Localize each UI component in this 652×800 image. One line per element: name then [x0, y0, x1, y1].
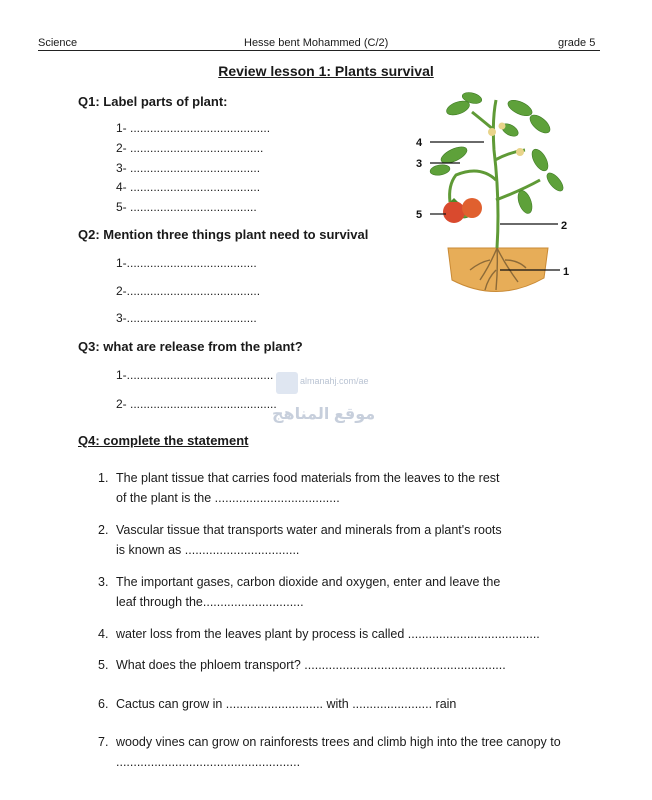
watermark-logo-icon [276, 372, 298, 394]
diagram-label-4: 4 [416, 137, 423, 149]
q4-heading: Q4: complete the statement [78, 433, 249, 448]
q4-num-5: 5. [98, 658, 109, 672]
q3-heading: Q3: what are release from the plant? [78, 339, 303, 354]
q1-item-2: 2- ........................................ [116, 141, 264, 155]
q1-item-3: 3- ....................................... [116, 161, 261, 175]
q4-statement-2-line2: is known as ................................. [116, 543, 300, 557]
watermark-arabic: موقع المناهج [272, 406, 376, 423]
q4-statement-7-line2: ..................................................... [116, 755, 301, 769]
q4-statement-4: water loss from the leaves plant by process is called ...................................... [116, 627, 540, 641]
q4-statement-3-line1: The important gases, carbon dioxide and oxygen, enter and leave the [116, 575, 501, 589]
diagram-label-2: 2 [561, 220, 568, 232]
diagram-label-5: 5 [416, 209, 423, 221]
q4-statement-3-line2: leaf through the............................. [116, 595, 304, 609]
q4-num-6: 6. [98, 697, 109, 711]
q3-item-2: 2- ............................................ [116, 397, 277, 411]
header-school: Hesse bent Mohammed (C/2) [244, 37, 389, 49]
q4-statement-2-line1: Vascular tissue that transports water and minerals from a plant's roots [116, 523, 502, 537]
q4-statement-6: Cactus can grow in ............................ with ....................... rain [116, 697, 457, 711]
q4-num-4: 4. [98, 627, 109, 641]
q4-statement-1-line1: The plant tissue that carries food materials from the leaves to the rest [116, 471, 500, 485]
stems [450, 100, 540, 248]
q2-item-3: 3-....................................... [116, 311, 257, 325]
q1-item-5: 5- ...................................... [116, 200, 257, 214]
q4-statement-7 [116, 732, 616, 772]
plant-diagram [410, 90, 590, 305]
q4-statement-5: What does the phloem transport? .......................................................... [116, 658, 506, 672]
q4-statement-7-line1: woody vines can grow on rainforests trees and climb high into the tree canopy to [116, 735, 561, 749]
q4-num-2: 2. [98, 523, 109, 537]
q4-statement-1 [116, 468, 616, 508]
q3-item-1: 1-............................................ [116, 368, 274, 382]
diagram-label-3: 3 [416, 158, 423, 170]
diagram-label-1: 1 [563, 266, 570, 278]
q4-statement-3 [116, 572, 616, 612]
header-grade: grade 5 [558, 37, 596, 49]
q4-num-1: 1. [98, 471, 109, 485]
q1-item-4: 4- ....................................... [116, 180, 261, 194]
q2-heading: Q2: Mention three things plant need to survival [78, 227, 369, 242]
page-title: Review lesson 1: Plants survival [218, 63, 434, 79]
q1-item-1: 1- .......................................... [116, 121, 271, 135]
watermark-url: almanahj.com/ae [300, 376, 369, 386]
header-rule [38, 50, 600, 51]
q1-heading: Q1: Label parts of plant: [78, 94, 228, 109]
q4-statement-2 [116, 520, 616, 560]
q2-item-2: 2-........................................ [116, 284, 261, 298]
q4-num-7: 7. [98, 735, 109, 749]
q4-statement-1-line2: of the plant is the .................................... [116, 491, 340, 505]
q2-item-1: 1-....................................... [116, 256, 257, 270]
q4-num-3: 3. [98, 575, 109, 589]
header-subject: Science [38, 37, 78, 49]
